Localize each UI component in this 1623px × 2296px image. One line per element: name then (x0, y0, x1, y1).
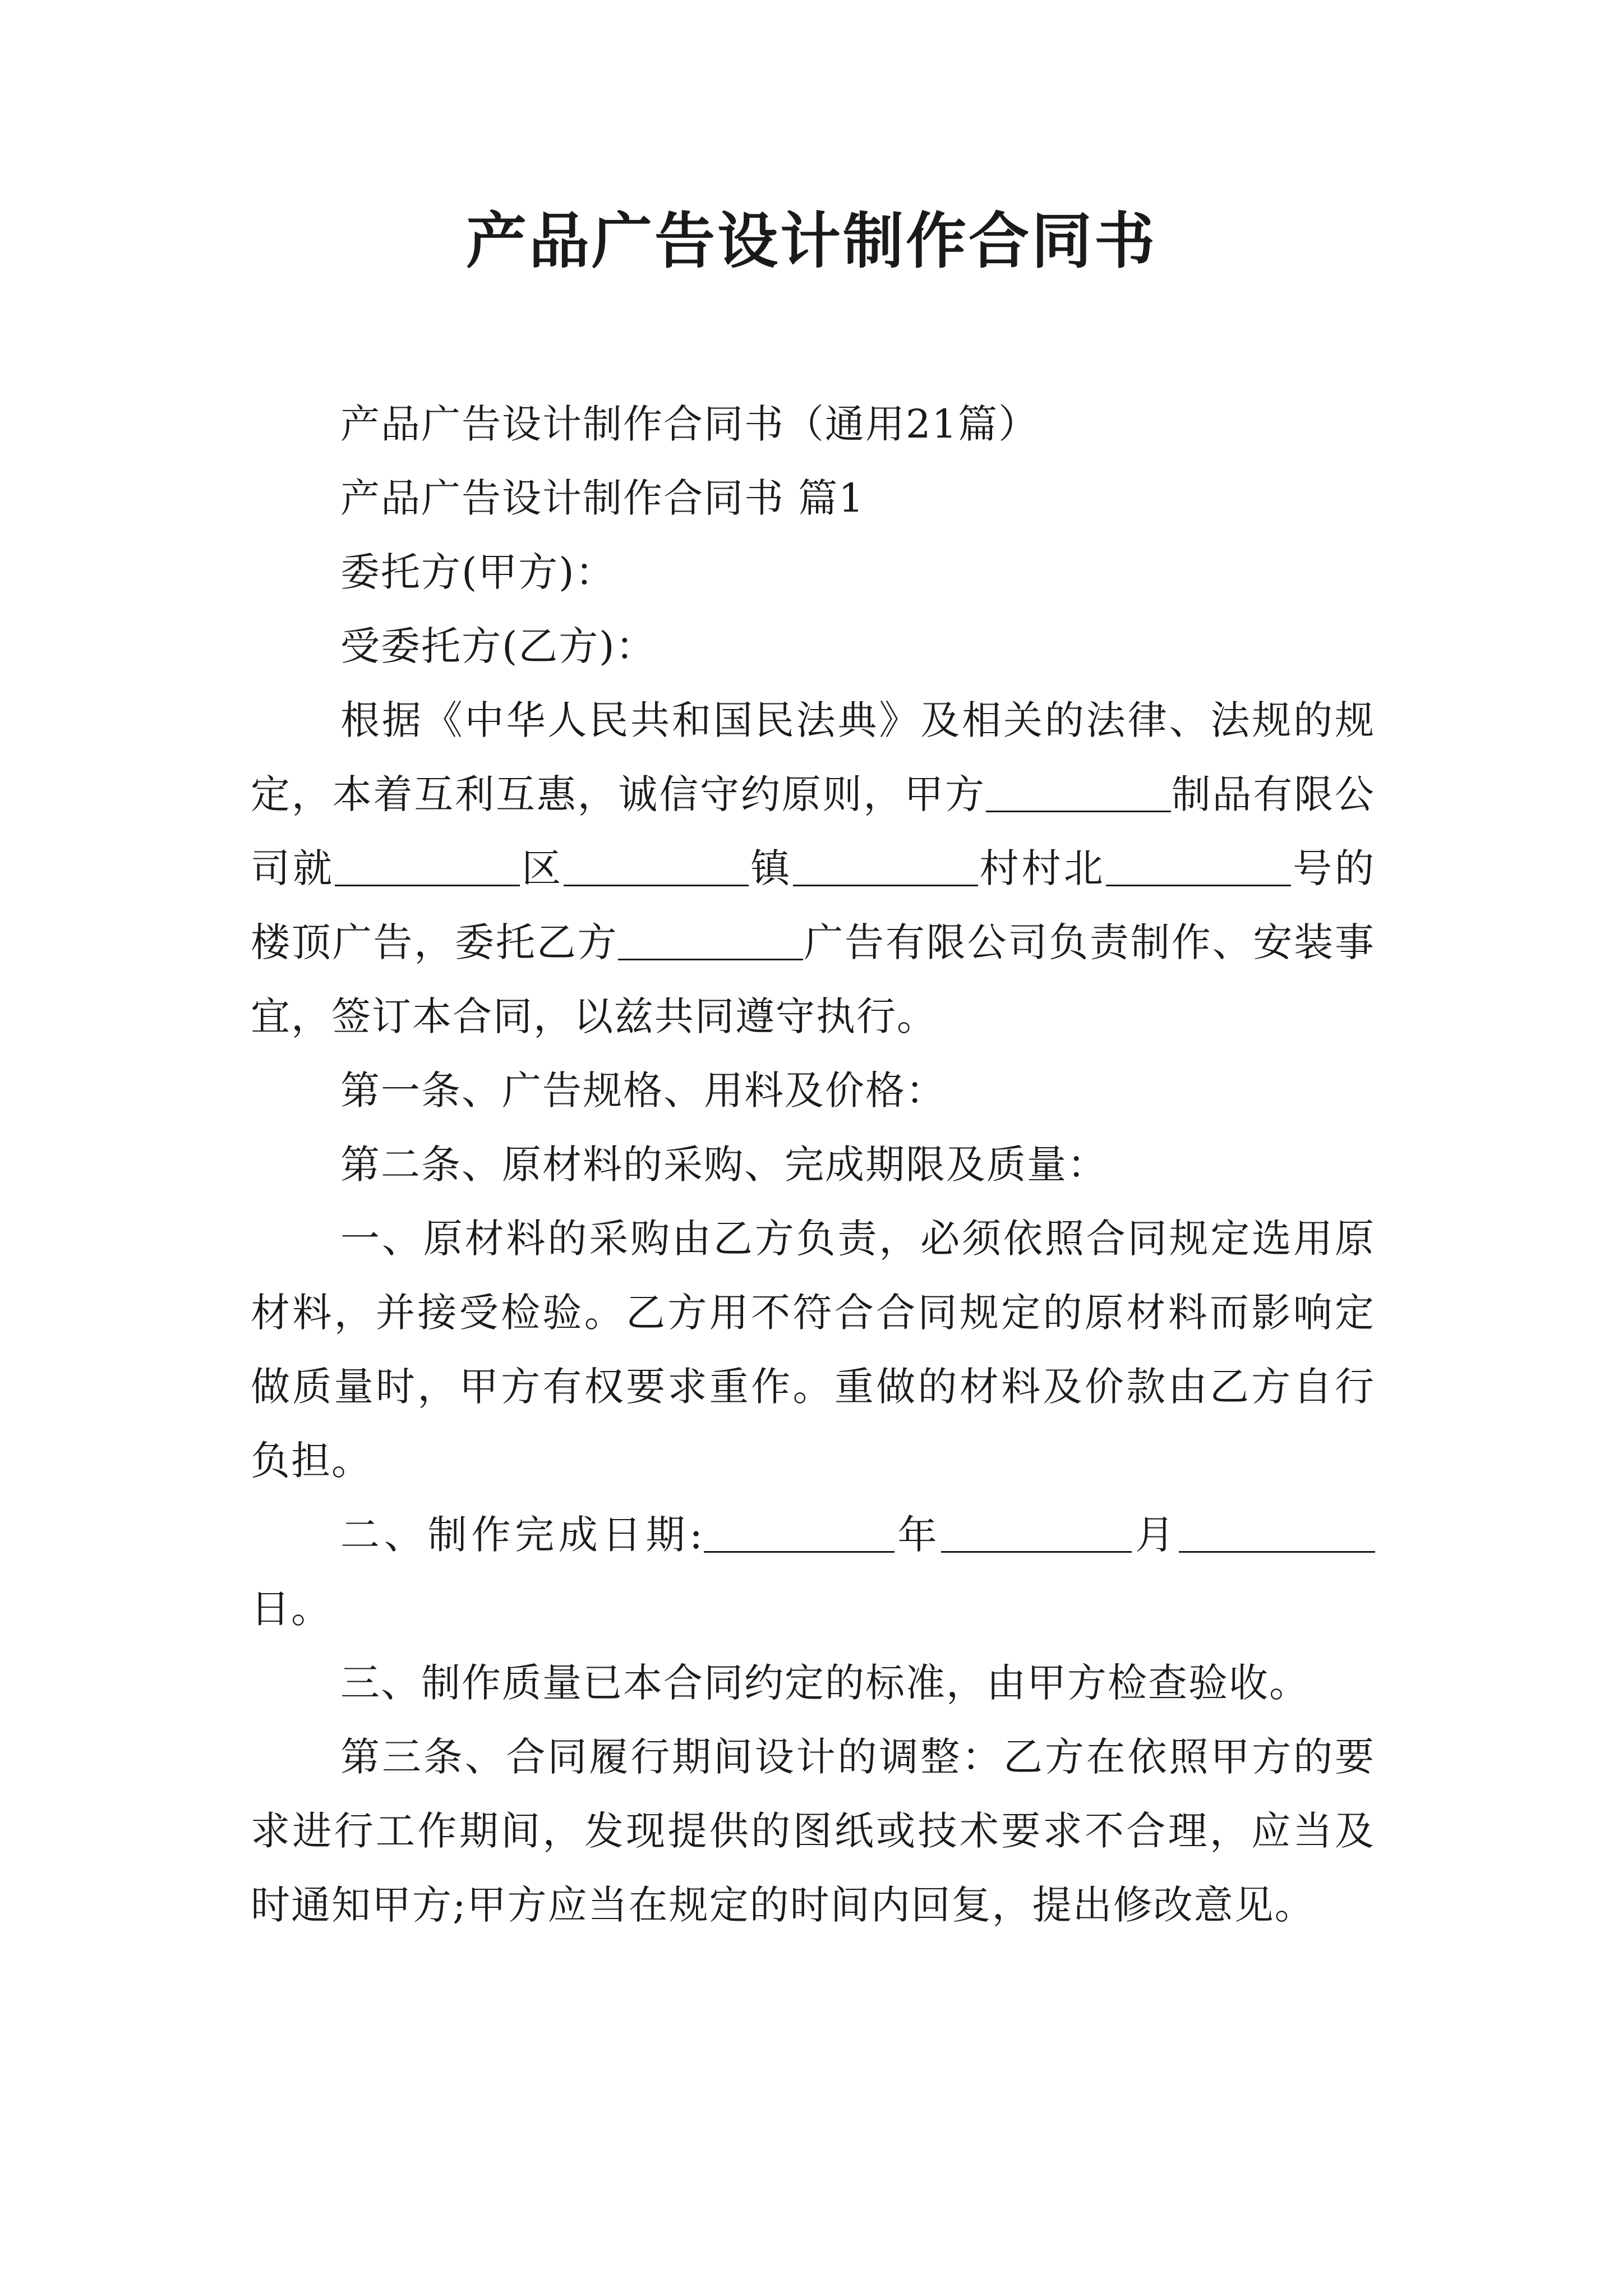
party-a-line: 委托方(甲方)： (340, 549, 616, 595)
blank-field (564, 845, 749, 886)
blank-field (1106, 845, 1291, 886)
preamble-text-3: 区 (520, 845, 564, 891)
preamble-text-1: 根据《中华人民共和国民法典》及相关的法律、法规的规定，本着互利互惠，诚信守约原则，甲方 (251, 697, 1375, 817)
article-1: 第一条、广告规格、用料及价格： (340, 1068, 946, 1114)
document-title: 产品广告设计制作合同书 (465, 206, 1157, 277)
section-heading: 产品广告设计制作合同书 篇1 (340, 475, 865, 521)
preamble-text-4: 镇 (749, 845, 793, 891)
blank-field (704, 1512, 895, 1553)
blank-field (618, 919, 803, 960)
clause-2-day: 日。 (251, 1586, 331, 1632)
document-body (251, 387, 1375, 1942)
clause-2-month: 月 (1132, 1512, 1179, 1558)
preamble-text-6: 号的楼顶广告，委托乙方 (251, 845, 1376, 965)
blank-field (941, 1512, 1132, 1553)
clause-1: 一、原材料的采购由乙方负责，必须依照合同规定选用原材料，并接受检验。乙方用不符合合同规定的原材料而影响定做质量时，甲方有权要求重作。重做的材料及价款由乙方自行负担。 (251, 1216, 1375, 1484)
article-2: 第二条、原材料的采购、完成期限及质量： (340, 1142, 1108, 1188)
preamble-text-2: 制品有限公司就 (251, 771, 1376, 891)
preamble-text-7: 广告有限公司负责制作、安装事宜，签订本合同，以兹共同遵守执行。 (251, 919, 1376, 1039)
preamble-text-5: 村村北 (978, 845, 1106, 891)
party-b-line: 受委托方(乙方)： (340, 623, 656, 669)
blank-field (1179, 1512, 1375, 1553)
clause-2 (251, 1498, 1375, 1646)
contract-subtitle: 产品广告设计制作合同书（通用21篇） (340, 401, 1039, 447)
blank-field (793, 845, 978, 886)
article-3: 第三条、合同履行期间设计的调整：乙方在依照甲方的要求进行工作期间，发现提供的图纸或技术要求不合理，应当及时通知甲方;甲方应当在规定的时间内回复，提出修改意见。 (251, 1734, 1375, 1928)
clause-2-lead: 二、制作完成日期: (340, 1512, 704, 1558)
blank-field (986, 771, 1171, 812)
blank-field (335, 845, 520, 886)
clause-3: 三、制作质量已本合同约定的标准，由甲方检查验收。 (340, 1660, 1310, 1706)
clause-2-year: 年 (894, 1512, 942, 1558)
preamble-paragraph (251, 683, 1375, 1053)
